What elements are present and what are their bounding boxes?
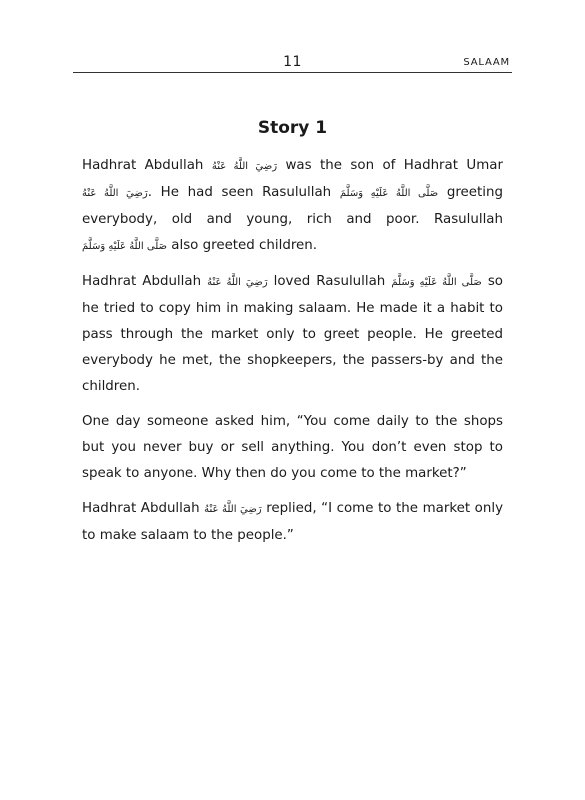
page-header <box>73 50 512 73</box>
paragraph-2-text-c: so he tried to copy him in making salaam. He made it a habit to pass through the market only to greet people. He greeted everybody he met, the shopkeepers, the passers-by and the children. <box>82 274 503 394</box>
paragraph-1-text-b: was the son of Hadhrat Umar <box>285 158 503 173</box>
story-body <box>82 153 503 558</box>
story-title: Story 1 <box>257 118 328 138</box>
paragraph-2 <box>82 269 503 400</box>
honorific-sallallahu-alayhi-wasallam: صَلَّى اللَّهُ عَلَيْهِ وَسَلَّمَ <box>391 277 482 288</box>
paragraph-4 <box>82 496 503 549</box>
running-head: SALAAM <box>463 57 510 68</box>
honorific-radiallahu-anhu: رَضِيَ اللَّهُ عَنْهُ <box>82 188 148 199</box>
honorific-sallallahu-alayhi-wasallam: صَلَّى اللَّهُ عَلَيْهِ وَسَلَّمَ <box>339 188 439 199</box>
paragraph-2-text-a: Hadhrat Abdullah <box>82 274 202 289</box>
honorific-radiallahu-anhu: رَضِيَ اللَّهُ عَنْهُ <box>207 277 268 288</box>
paragraph-2-text-b: loved Rasulullah <box>273 274 386 289</box>
paragraph-4-text-a: Hadhrat Abdullah <box>82 501 200 516</box>
paragraph-3: One day someone asked him, “You come daily to the shops but you never buy or sell anything. You don’t even stop to speak to anyone. Why then do you come to the market?” <box>82 414 503 481</box>
honorific-radiallahu-anhu: رَضِيَ اللَّهُ عَنْهُ <box>204 504 262 515</box>
honorific-radiallahu-anhu: رَضِيَ اللَّهُ عَنْهُ <box>211 161 278 172</box>
paragraph-1 <box>82 153 503 260</box>
honorific-sallallahu-alayhi-wasallam: صَلَّى اللَّهُ عَلَيْهِ وَسَلَّمَ <box>82 241 167 252</box>
page-number: 11 <box>283 54 302 70</box>
paragraph-1-text-d: greeting everybody, old and young, rich and poor. Rasulullah <box>82 185 503 227</box>
paragraph-1-text-c: . He had seen Rasulullah <box>147 185 332 200</box>
paragraph-1-text-e: also greeted children. <box>171 238 318 253</box>
paragraph-1-text-a: Hadhrat Abdullah <box>82 158 204 173</box>
paragraph-4-text-b: replied, “I come to the market only to make salaam to the people.” <box>82 501 503 543</box>
